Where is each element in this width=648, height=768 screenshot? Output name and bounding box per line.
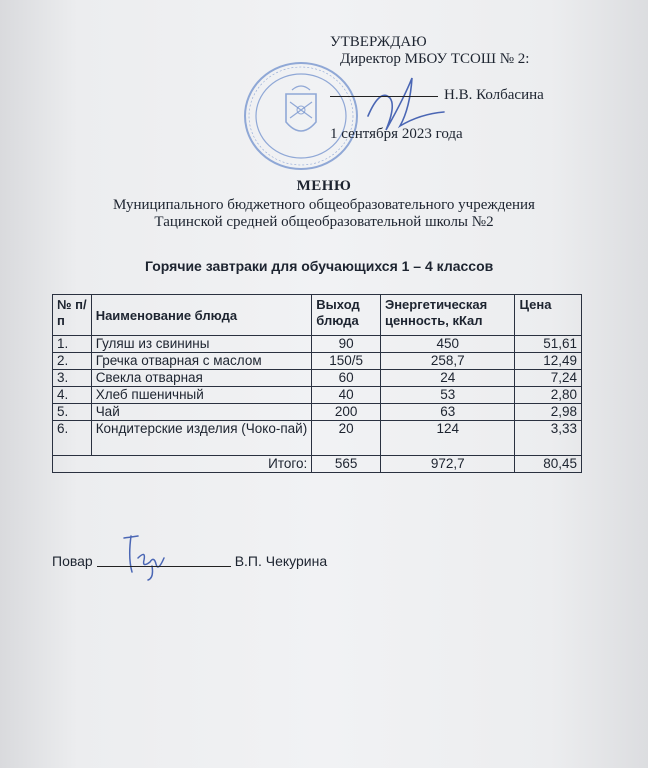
approved-label: УТВЕРЖДАЮ [330, 34, 427, 50]
header-energy: Энергетическая ценность, кКал [380, 295, 515, 336]
total-row [53, 456, 582, 473]
row-dish: Гречка отварная с маслом [91, 353, 312, 370]
row-price: 2,98 [515, 404, 582, 421]
total-price: 80,45 [515, 456, 582, 473]
header-num: № п/п [53, 295, 92, 336]
row-price: 12,49 [515, 353, 582, 370]
cook-name: В.П. Чекурина [234, 553, 328, 569]
director-name-line [330, 87, 544, 104]
signature-line [330, 96, 438, 97]
row-price: 3,33 [515, 421, 582, 456]
row-energy: 124 [380, 421, 515, 456]
table-row [53, 387, 582, 404]
menu-table [52, 294, 582, 473]
organization-line-1: Муниципального бюджетного общеобразовательного учреждения [113, 197, 535, 213]
menu-subtitle: Горячие завтраки для обучающихся 1 – 4 классов [145, 258, 494, 274]
row-dish: Свекла отварная [91, 370, 312, 387]
row-num: 5. [53, 404, 92, 421]
row-dish: Гуляш из свинины [91, 336, 312, 353]
total-output: 565 [312, 456, 381, 473]
row-output: 60 [312, 370, 381, 387]
header-name: Наименование блюда [91, 295, 312, 336]
header-price: Цена [515, 295, 582, 336]
row-dish: Кондитерские изделия (Чоко-пай) [91, 421, 312, 456]
approval-date: 1 сентября 2023 года [330, 126, 463, 142]
cook-role: Повар [52, 553, 93, 569]
row-energy: 53 [380, 387, 515, 404]
row-price: 7,24 [515, 370, 582, 387]
table-row [53, 421, 582, 456]
signature-line [97, 552, 231, 567]
row-energy: 24 [380, 370, 515, 387]
row-output: 200 [312, 404, 381, 421]
table-row [53, 353, 582, 370]
organization-line-2: Тацинской средней общеобразовательной школы №2 [154, 214, 494, 230]
director-name: Н.В. Колбасина [444, 87, 544, 103]
row-energy: 450 [380, 336, 515, 353]
school-seal-stamp [242, 60, 360, 172]
row-price: 2,80 [515, 387, 582, 404]
row-num: 1. [53, 336, 92, 353]
row-output: 150/5 [312, 353, 381, 370]
row-dish: Чай [91, 404, 312, 421]
row-dish: Хлеб пшеничный [91, 387, 312, 404]
table-row [53, 404, 582, 421]
table-row [53, 370, 582, 387]
page-title: МЕНЮ [296, 178, 352, 194]
row-energy: 63 [380, 404, 515, 421]
row-num: 2. [53, 353, 92, 370]
table-row [53, 336, 582, 353]
total-energy: 972,7 [380, 456, 515, 473]
row-output: 20 [312, 421, 381, 456]
row-output: 90 [312, 336, 381, 353]
header-output: Выход блюда [312, 295, 381, 336]
row-energy: 258,7 [380, 353, 515, 370]
director-position: Директор МБОУ ТСОШ № 2: [340, 51, 530, 67]
row-num: 4. [53, 387, 92, 404]
row-num: 6. [53, 421, 92, 456]
row-num: 3. [53, 370, 92, 387]
row-price: 51,61 [515, 336, 582, 353]
table-header-row [53, 295, 582, 336]
cook-signature-line [52, 552, 327, 569]
total-label: Итого: [53, 456, 312, 473]
row-output: 40 [312, 387, 381, 404]
